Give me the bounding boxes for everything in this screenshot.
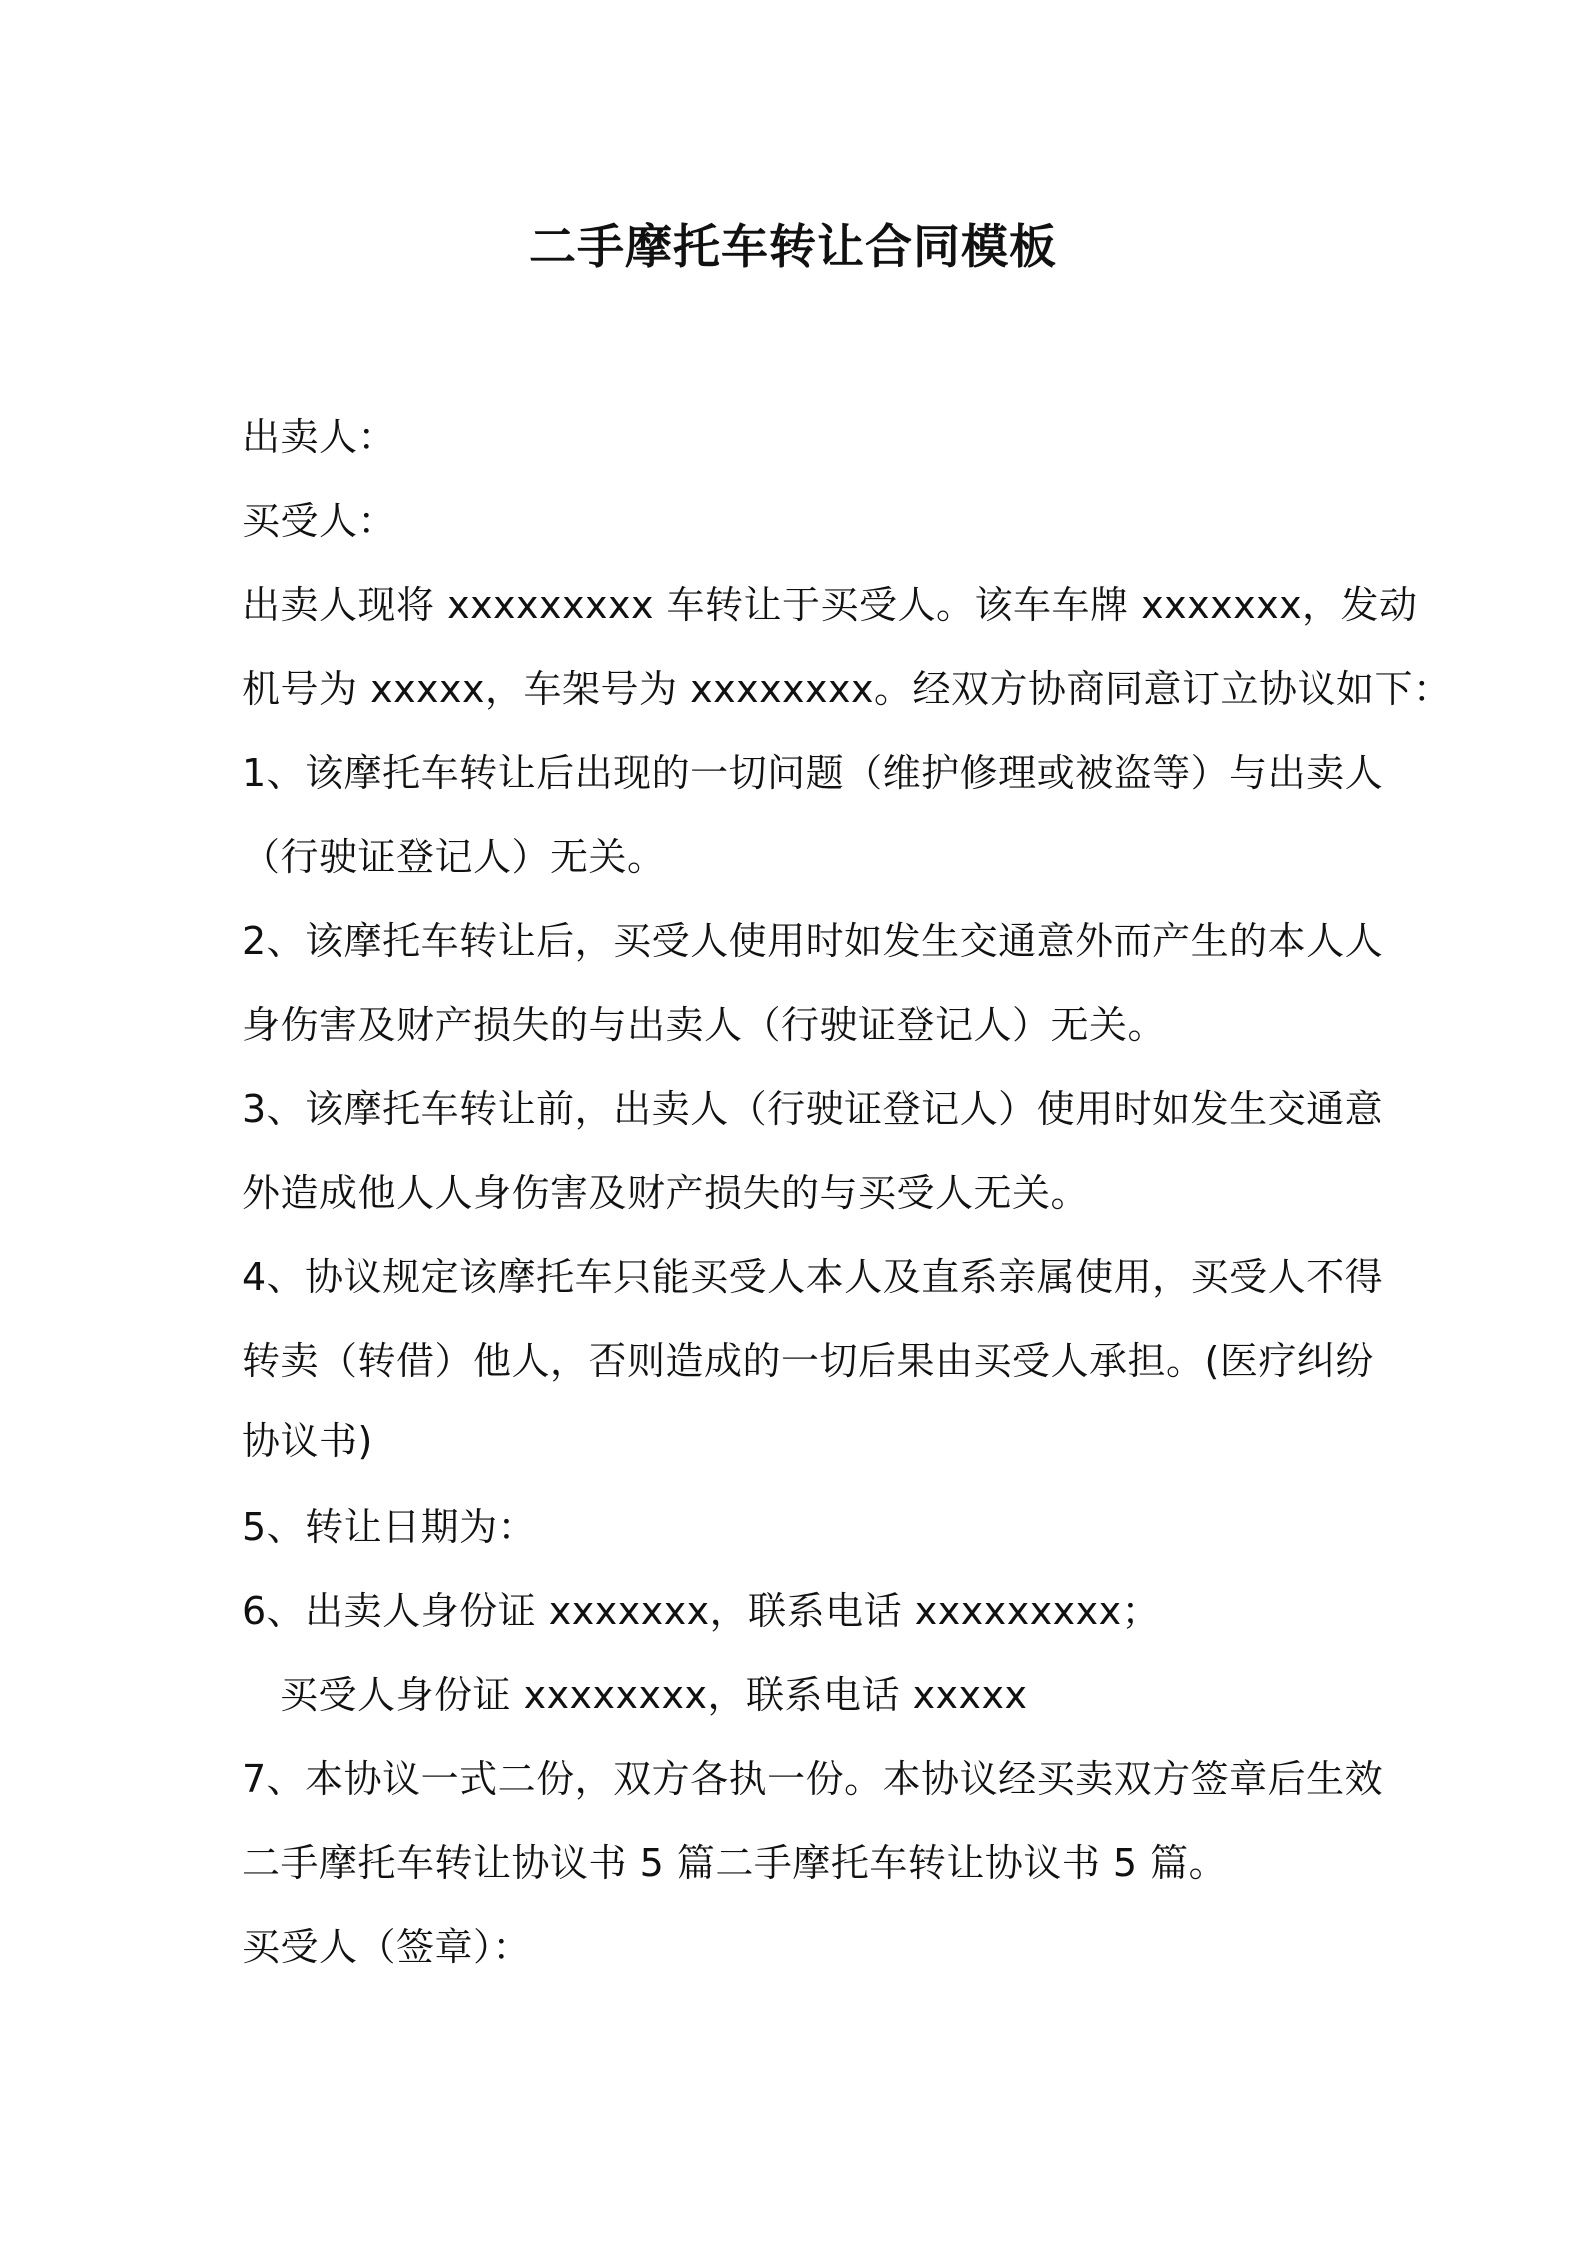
clause-3-line-1: 3、该摩托车转让前，出卖人（行驶证登记人）使用时如发生交通意 [242, 1087, 1384, 1131]
intro-line-1: 出卖人现将 xxxxxxxxx 车转让于买受人。该车车牌 xxxxxxx，发动 [242, 583, 1418, 627]
buyer-signature-line: 买受人（签章）： [242, 1925, 532, 1969]
clause-5-line: 5、转让日期为： [242, 1505, 537, 1549]
document-title: 二手摩托车转让合同模板 [529, 220, 1057, 275]
clause-7-line-1: 7、本协议一式二份，双方各执一份。本协议经买卖双方签章后生效 [242, 1757, 1384, 1801]
intro-line-2: 机号为 xxxxx，车架号为 xxxxxxxx。经双方协商同意订立协议如下： [242, 667, 1452, 711]
clause-1-line-1: 1、该摩托车转让后出现的一切问题（维护修理或被盗等）与出卖人 [242, 751, 1384, 795]
clause-6-line-1: 6、出卖人身份证 xxxxxxx，联系电话 xxxxxxxxx； [242, 1589, 1161, 1633]
clause-4-line-3: 协议书) [242, 1419, 373, 1463]
clause-2-line-1: 2、该摩托车转让后，买受人使用时如发生交通意外而产生的本人人 [242, 919, 1384, 963]
seller-line: 出卖人： [242, 415, 397, 459]
clause-7-line-2: 二手摩托车转让协议书 5 篇二手摩托车转让协议书 5 篇。 [242, 1841, 1228, 1885]
clause-4-line-2: 转卖（转借）他人，否则造成的一切后果由买受人承担。(医疗纠纷 [242, 1339, 1374, 1383]
clause-4-line-1: 4、协议规定该摩托车只能买受人本人及直系亲属使用，买受人不得 [242, 1255, 1384, 1299]
clause-1-line-2: （行驶证登记人）无关。 [242, 835, 666, 879]
clause-6-line-2: 买受人身份证 xxxxxxxx，联系电话 xxxxx [280, 1673, 1028, 1717]
clause-3-line-2: 外造成他人人身伤害及财产损失的与买受人无关。 [242, 1171, 1090, 1215]
clause-2-line-2: 身伤害及财产损失的与出卖人（行驶证登记人）无关。 [242, 1003, 1167, 1047]
buyer-line: 买受人： [242, 499, 397, 543]
